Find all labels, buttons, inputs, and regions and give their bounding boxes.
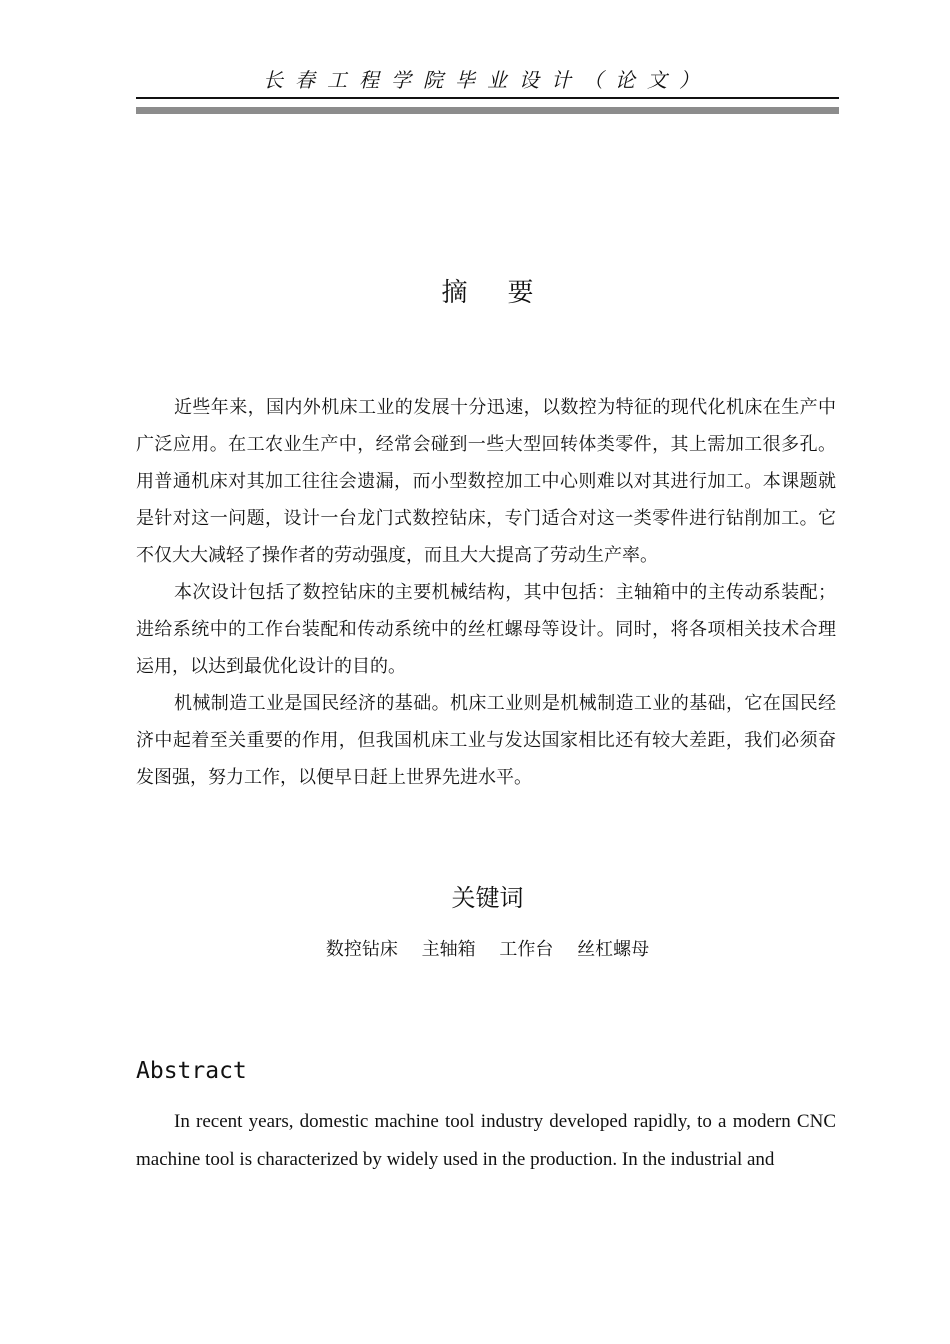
abstract-cn-body bbox=[136, 389, 836, 796]
abstract-cn-paragraph-2: 本次设计包括了数控钻床的主要机械结构，其中包括：主轴箱中的主传动系装配；进给系统中的工作台装配和传动系统中的丝杠螺母等设计。同时，将各项相关技术合理运用，以达到最优化设计的目的。 bbox=[136, 582, 836, 677]
abstract-cn-paragraph-3: 机械制造工业是国民经济的基础。机床工业则是机械制造工业的基础，它在国民经济中起着至关重要的作用，但我国机床工业与发达国家相比还有较大差距，我们必须奋发图强，努力工作，以便早日赶上世界先进水平。 bbox=[136, 693, 836, 788]
keyword-item: 主轴箱 bbox=[421, 939, 476, 960]
keywords-list bbox=[136, 936, 839, 964]
header-rule-thin bbox=[136, 97, 839, 99]
keyword-item: 数控钻床 bbox=[325, 939, 398, 960]
keyword-item: 丝杠螺母 bbox=[577, 939, 650, 960]
abstract-en-heading: Abstract bbox=[136, 1058, 247, 1084]
abstract-cn-paragraph-1: 近些年来，国内外机床工业的发展十分迅速，以数控为特征的现代化机床在生产中广泛应用。在工农业生产中，经常会碰到一些大型回转体类零件，其上需加工很多孔。用普通机床对其加工往往会遗漏，而小型数控加工中心则难以对其进行加工。本课题就是针对这一问题，设计一台龙门式数控钻床，专门适合对这一类零件进行钻削加工。它不仅大大减轻了操作者的劳动强度，而且大大提高了劳动生产率。 bbox=[136, 397, 836, 566]
header-rule-thick bbox=[136, 107, 839, 114]
keywords-heading: 关键词 bbox=[451, 884, 524, 912]
abstract-en-paragraph: In recent years, domestic machine tool industry developed rapidly, to a modern CNC machine tool is characterized by widely used in the production. In the industrial and bbox=[136, 1111, 836, 1170]
thesis-header-title: 长春工程学院毕业设计（论文） bbox=[263, 68, 711, 92]
keyword-item: 工作台 bbox=[499, 939, 554, 960]
abstract-cn-heading: 摘要 bbox=[441, 278, 574, 308]
abstract-en-body bbox=[136, 1103, 836, 1179]
